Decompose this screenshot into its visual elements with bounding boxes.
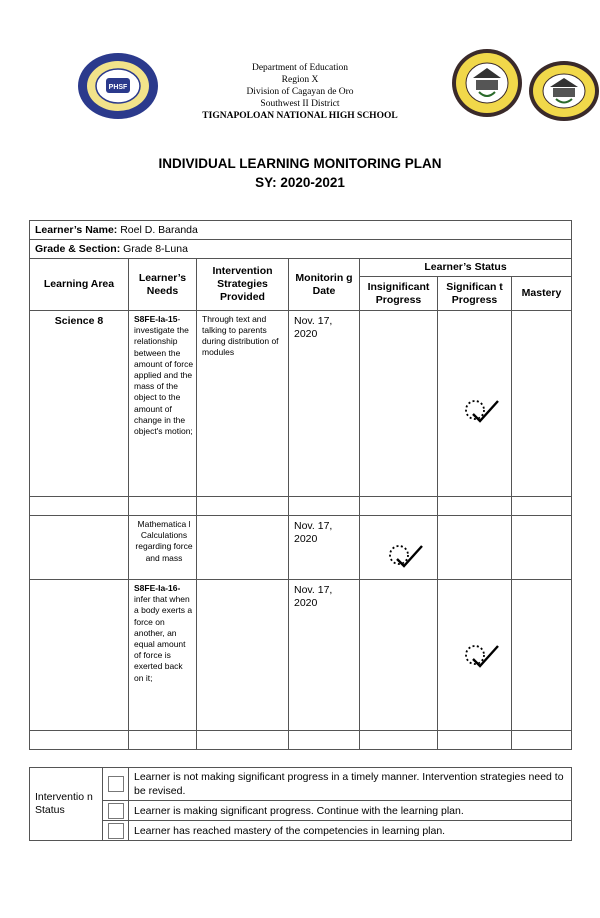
competency-text: -investigate the relationship between the amount of force applied and the mass of the object to the amount of change in the object's motion; bbox=[134, 314, 194, 437]
row-learning-area bbox=[30, 580, 129, 731]
competency-code: S8FE-Ia-15 bbox=[134, 314, 178, 324]
col-learners-needs: Learner’s Needs bbox=[129, 259, 197, 311]
grade-section-value: Grade 8-Luna bbox=[123, 243, 188, 255]
legend-box-cell bbox=[103, 821, 129, 841]
table-row bbox=[30, 516, 572, 580]
legend-checkbox[interactable] bbox=[108, 776, 124, 792]
row-date: Nov. 17, 2020 bbox=[289, 516, 360, 580]
grade-section-row bbox=[30, 240, 572, 259]
competency-code: S8FE-Ia-16- bbox=[134, 583, 181, 593]
legend-text: Learner has reached mastery of the competencies in learning plan. bbox=[129, 821, 572, 841]
row-strategy: Through text and talking to parents during distribution of modules bbox=[197, 311, 289, 497]
col-mastery: Mastery bbox=[512, 277, 572, 311]
row-significant-cell bbox=[438, 580, 512, 731]
legend-box-cell bbox=[103, 801, 129, 821]
grade-section-label: Grade & Section: bbox=[35, 243, 121, 255]
letterhead-division: Division of Cagayan de Oro bbox=[246, 87, 354, 97]
legend-checkbox[interactable] bbox=[108, 803, 124, 819]
school-year: SY: 2020-2021 bbox=[255, 175, 345, 190]
deped-seal-icon bbox=[451, 48, 523, 118]
col-learners-status: Learner’s Status bbox=[360, 259, 572, 277]
row-date: Nov. 17, 2020 bbox=[289, 311, 360, 497]
intervention-status-legend bbox=[29, 767, 572, 841]
letterhead-school: TIGNAPOLOAN NATIONAL HIGH SCHOOL bbox=[202, 111, 398, 121]
checkmark-icon bbox=[462, 395, 502, 427]
row-learners-needs bbox=[129, 516, 197, 580]
row-significant-cell bbox=[438, 516, 512, 580]
competency-text: Mathematica l Calculations regarding force and mass bbox=[135, 519, 193, 563]
row-mastery-cell bbox=[512, 580, 572, 731]
row-strategy bbox=[197, 516, 289, 580]
letterhead-region: Region X bbox=[281, 75, 319, 85]
row-mastery-cell bbox=[512, 311, 572, 497]
col-insignificant-progress: Insignificant Progress bbox=[360, 277, 438, 311]
row-insignificant-cell bbox=[360, 580, 438, 731]
table-row bbox=[30, 311, 572, 497]
table-row bbox=[30, 580, 572, 731]
legend-box-cell bbox=[103, 768, 129, 801]
row-learners-needs bbox=[129, 580, 197, 731]
row-insignificant-cell bbox=[360, 311, 438, 497]
row-learning-area bbox=[30, 516, 129, 580]
letterhead-dept: Department of Education bbox=[251, 63, 349, 73]
table-row-spacer bbox=[30, 731, 572, 750]
row-learning-area: Science 8 bbox=[30, 311, 129, 497]
legend-text: Learner is making significant progress. Continue with the learning plan. bbox=[129, 801, 572, 821]
legend-checkbox[interactable] bbox=[108, 823, 124, 839]
learner-name-row bbox=[30, 221, 572, 240]
col-intervention-strategies: Intervention Strategies Provided bbox=[197, 259, 289, 311]
letterhead bbox=[150, 62, 450, 122]
col-learning-area: Learning Area bbox=[30, 259, 129, 311]
checkmark-icon bbox=[386, 540, 426, 572]
competency-text: infer that when a body exerts a force on another, an equal amount of force is exerted back on it; bbox=[134, 594, 193, 683]
row-learners-needs bbox=[129, 311, 197, 497]
row-insignificant-cell bbox=[360, 516, 438, 580]
learner-name-value: Roel D. Baranda bbox=[120, 224, 198, 236]
row-date: Nov. 17, 2020 bbox=[289, 580, 360, 731]
page-title: INDIVIDUAL LEARNING MONITORING PLAN bbox=[158, 156, 442, 171]
table-row-spacer bbox=[30, 497, 572, 516]
checkmark-icon bbox=[462, 640, 502, 672]
col-significant-progress: Significan t Progress bbox=[438, 277, 512, 311]
row-mastery-cell bbox=[512, 516, 572, 580]
col-monitoring-date: Monitorin g Date bbox=[289, 259, 360, 311]
monitoring-table bbox=[29, 220, 572, 750]
school-seal-logo bbox=[77, 52, 159, 120]
legend-text: Learner is not making significant progress in a timely manner. Intervention strategies need to be revised. bbox=[129, 768, 572, 801]
learner-name-label: Learner’s Name: bbox=[35, 224, 118, 236]
legend-label: Interventio n Status bbox=[30, 768, 103, 841]
logo-lettering: PHSF bbox=[108, 84, 128, 91]
deped-division-seal-icon bbox=[528, 60, 600, 122]
row-significant-cell bbox=[438, 311, 512, 497]
letterhead-district: Southwest II District bbox=[260, 99, 340, 109]
row-strategy bbox=[197, 580, 289, 731]
